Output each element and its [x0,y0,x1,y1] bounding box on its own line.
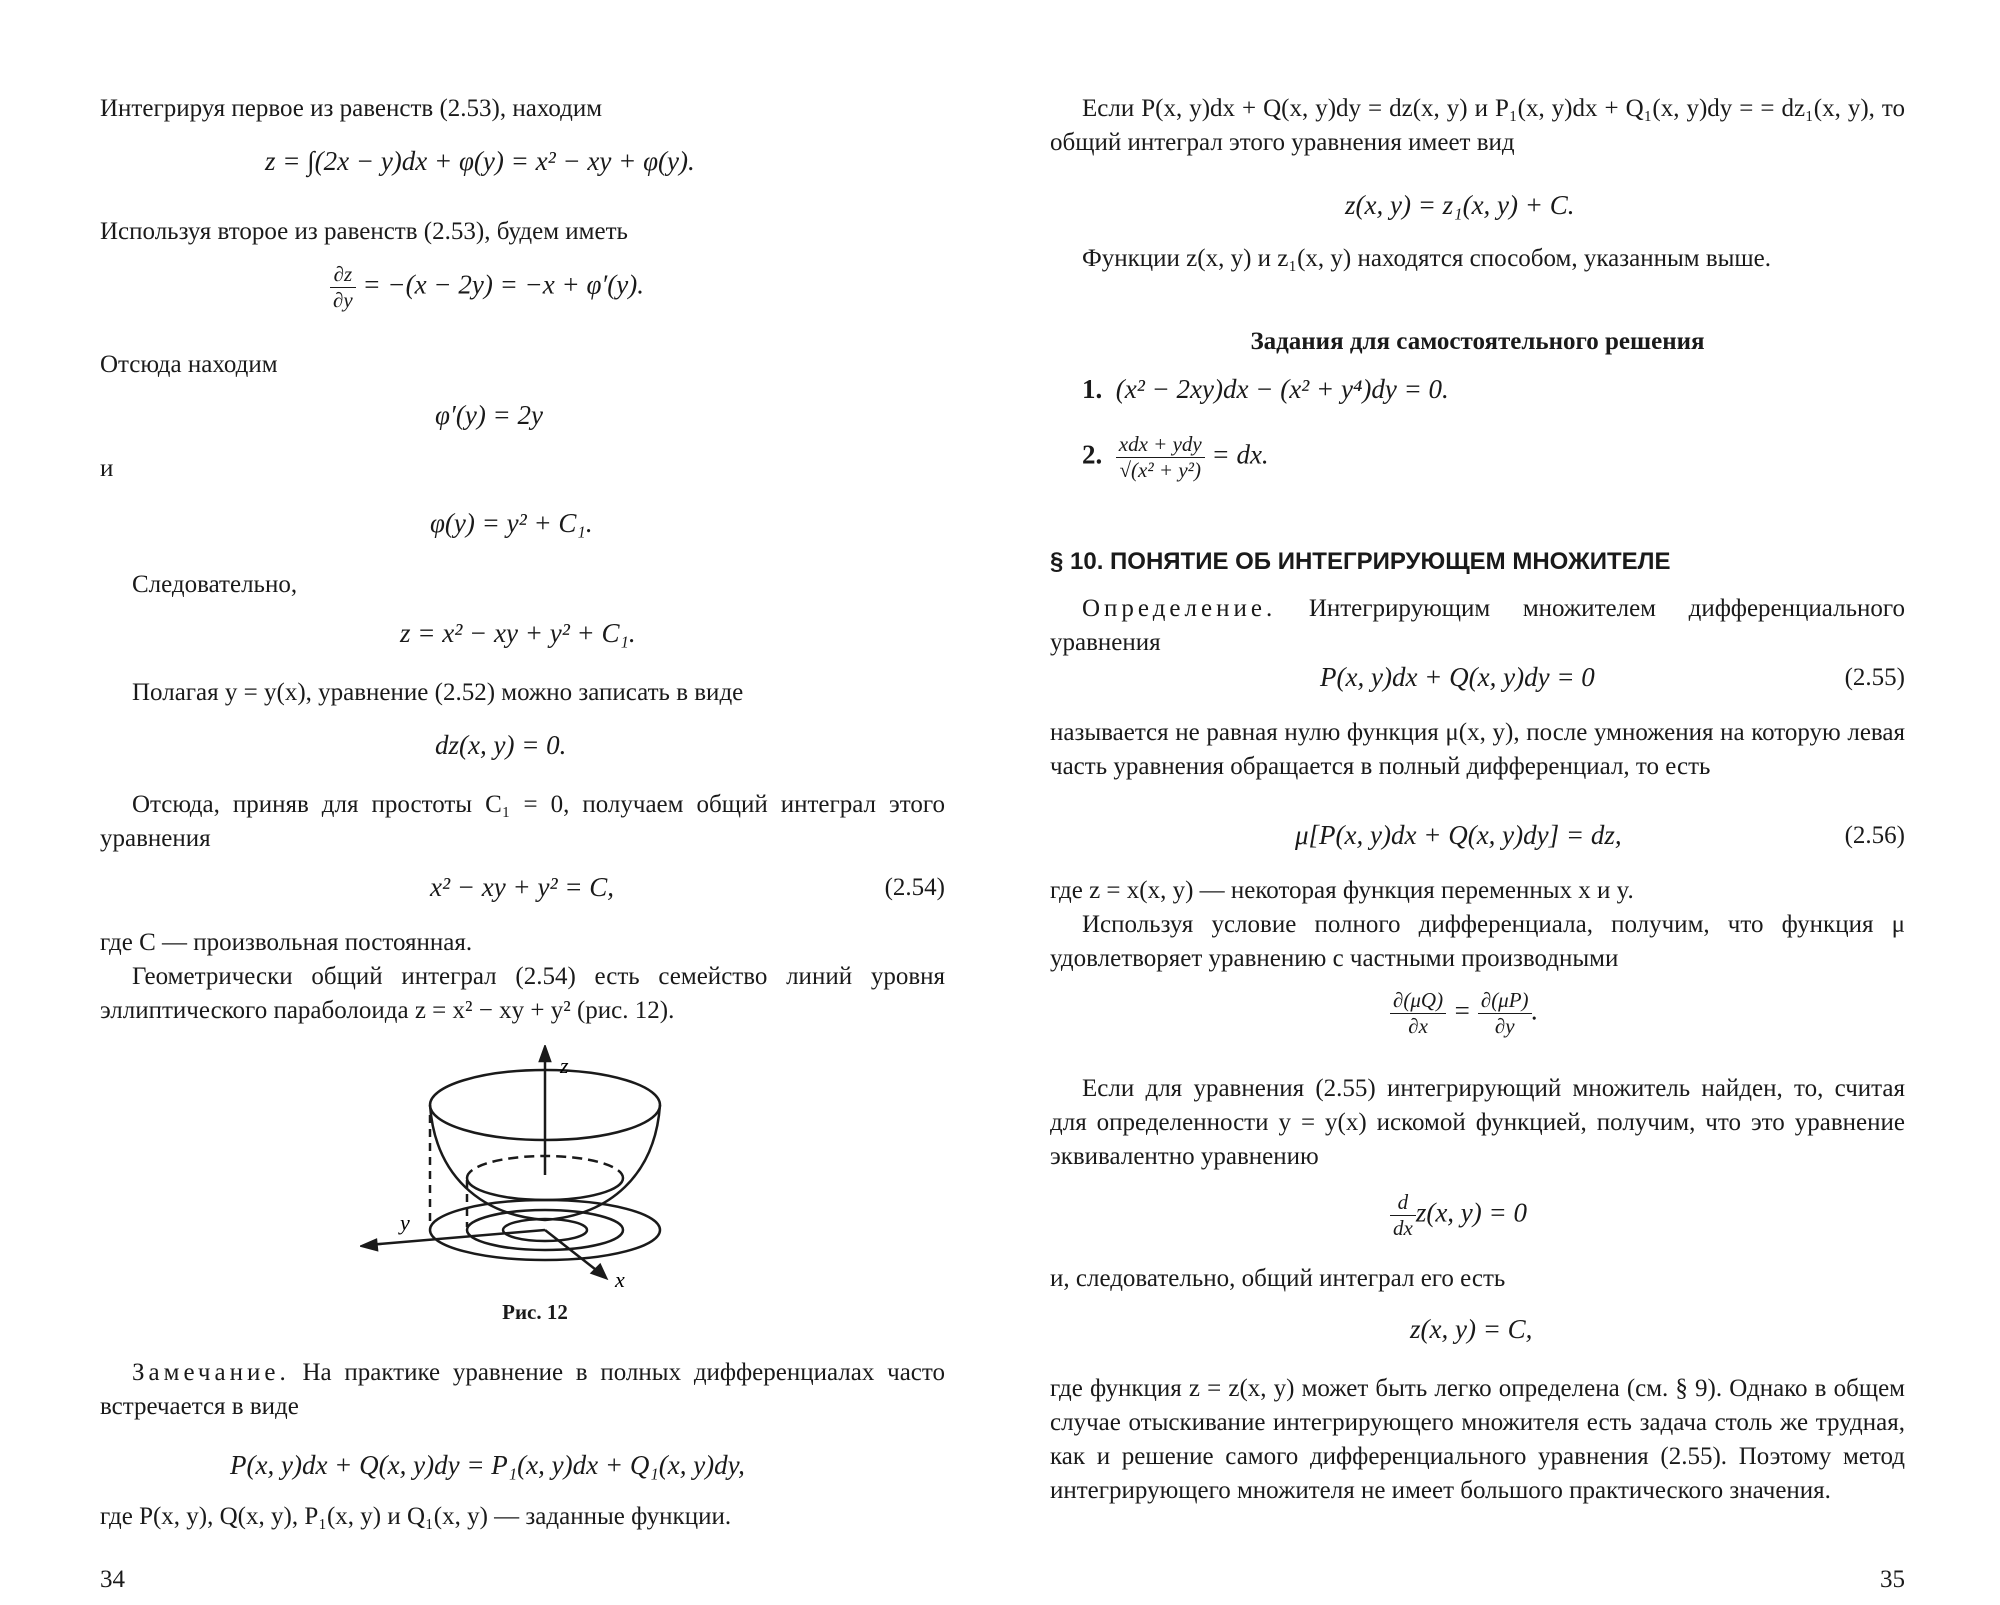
x-axis [545,1230,600,1273]
equation: $\frac{d}{dx}$ z(x, y) = 0 [1390,1190,1527,1241]
right-page [1050,0,1905,1605]
paragraph: Используя второе из равенств (2.53), будем иметь [100,218,628,245]
paragraph: называется не равная нулю функция μ(x, y), после умножения на которую левая часть уравнения обращается в полный дифференциал, то есть [1050,719,1905,780]
equation: φ(y) = y² + C₁. [430,508,593,538]
equation: μ[P(x, y)dx + Q(x, y)dy] = dz, [1295,820,1622,850]
paragraph: Полагая y = y(x), уравнение (2.52) можно записать в виде [132,679,744,706]
level-ellipse [467,1178,623,1200]
equation: P(x, y)dx + Q(x, y)dy = P₁(x, y)dx + Q₁(x, y)dy, [230,1450,745,1480]
fraction: $\frac{\partial(\mu Q)}{\partial x}$ [1390,988,1446,1039]
paragraph: Интегрируя первое из равенств (2.53), находим [100,95,603,122]
equation: φ′(y) = 2y [435,400,544,430]
equation: $\frac{\partial z}{\partial y}$ = −(x − 2y) = −x + φ′(y). [330,262,644,313]
equation-number: (2.54) [884,874,945,901]
axis-label-x: x [615,1267,625,1292]
paragraph: где функция z = z(x, y) может быть легко определена (см. § 9). Однако в общем случае отыскивание интегрирующего множителя есть задача столь же трудная, как и решение самого дифференциального уравнения (2.55). Поэтому метод интегрирующего множителя не имеет большого практического значения. [1050,1375,1905,1504]
fraction: $\frac{\partial(\mu P)}{\partial y}$ [1478,988,1532,1039]
section-heading: § 10. ПОНЯТИЕ ОБ ИНТЕГРИРУЮЩЕМ МНОЖИТЕЛЕ [1050,548,1671,575]
paragraph: где P(x, y), Q(x, y), P₁(x, y) и Q₁(x, y) — заданные функции. [100,1503,732,1530]
figure-caption: Рис. 12 [502,1300,568,1324]
page-number: 35 [1880,1566,1905,1593]
fraction: $\frac{\text{xdx + ydy}}{\text{√(x² + y²)}}$ [1116,432,1205,483]
paragraph: где C — произвольная постоянная. [100,929,473,956]
paragraph: Геометрически общий интеграл (2.54) есть семейство линий уровня эллиптического параболоида z = x² − xy + y² (рис. 12). [100,963,945,1024]
paragraph: Если P(x, y)dx + Q(x, y)dy = dz(x, y) и P₁(x, y)dx + Q₁(x, y)dy = = dz₁(x, y), то общий интеграл этого уравнения имеет вид [1050,95,1905,156]
page-number: 34 [100,1566,125,1593]
equation: P(x, y)dx + Q(x, y)dy = 0 [1320,662,1595,692]
paragraph: и, следовательно, общий интеграл его есть [1050,1265,1506,1292]
equation: z(x, y) = C, [1410,1314,1533,1344]
paragraph: Отсюда, приняв для простоты C₁ = 0, получаем общий интеграл этого уравнения [100,791,945,852]
equation: dz(x, y) = 0. [435,730,567,760]
paragraph: Следовательно, [132,571,298,598]
fraction: $\frac{d}{dx}$ [1390,1190,1416,1241]
paragraph: Функции z(x, y) и z₁(x, y) находятся способом, указанным выше. [1082,245,1772,272]
paragraph: Используя условие полного дифференциала, получим, что функция μ удовлетворяет уравнению с частными производными [1050,911,1905,972]
paragraph: Определение. Интегрирующим множителем дифференциального уравнения [1050,595,1905,656]
paragraph: Замечание. На практике уравнение в полных дифференциалах часто встречается в виде [100,1359,945,1420]
paraboloid-figure [360,1045,740,1295]
paragraph: и [100,455,114,482]
equation: z = ∫(2x − y)dx + φ(y) = x² − xy + φ(y). [265,146,695,176]
equation: $\frac{\partial(\mu Q)}{\partial x}$ = $\frac{\partial(\mu P)}{\partial y}$ . [1390,988,1538,1039]
equation-number: (2.56) [1844,822,1905,849]
equation: z(x, y) = z₁(x, y) + C. [1345,190,1575,220]
task-2: 2. $\frac{\text{xdx + ydy}}{\text{√(x² + y²)}}$ = dx. [1082,432,1269,482]
task-1: 1. (x² − 2xy)dx − (x² + y⁴)dy = 0. [1082,374,1449,404]
paragraph: Если для уравнения (2.55) интегрирующий множитель найден, то, считая для определенности y = y(x) искомой функцией, получим, что это уравнение эквивалентно уравнению [1050,1075,1905,1170]
paragraph: где z = x(x, y) — некоторая функция переменных x и y. [1050,877,1634,904]
tasks-heading: Задания для самостоятельного решения [1250,328,1705,355]
axis-label-z: z [560,1053,569,1078]
equation-number: (2.55) [1844,664,1905,691]
left-page [100,0,945,1605]
axis-label-y: y [400,1210,410,1235]
equation: z = x² − xy + y² + C₁. [400,618,636,648]
equation: x² − xy + y² = C, [430,872,615,902]
fraction: $\frac{\partial z}{\partial y}$ [330,262,356,313]
paragraph: Отсюда находим [100,351,278,378]
